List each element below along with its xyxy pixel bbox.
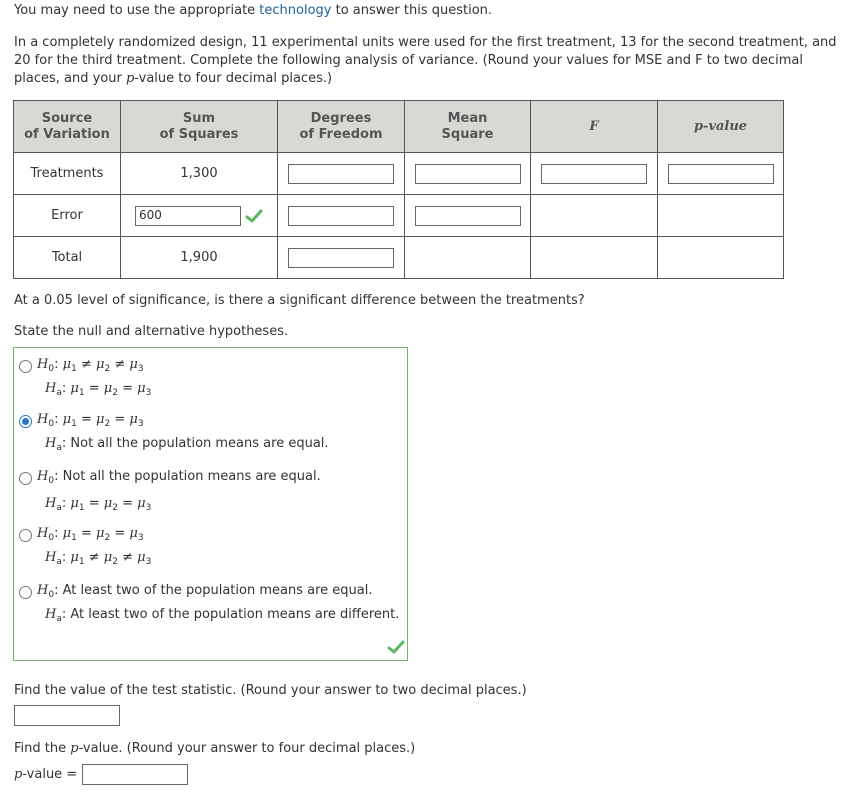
option-5-alt: $H_a$: At least two of the population means are different. [45, 607, 400, 624]
error-p-cell [658, 195, 784, 237]
problem-line-3 [14, 71, 332, 86]
total-df-input[interactable] [288, 248, 394, 268]
significance-question: At a 0.05 level of significance, is there a significant difference between the treatments? [14, 293, 585, 308]
hypotheses-options [13, 347, 408, 661]
table-row-error [14, 195, 784, 237]
technology-link[interactable]: technology [259, 3, 332, 18]
intro-text [14, 3, 492, 18]
header-df-line1: Degrees [310, 110, 372, 126]
test-statistic-input[interactable] [14, 705, 120, 726]
treatments-p-cell [658, 153, 784, 195]
total-f-cell [531, 237, 658, 279]
treatments-ms-cell [405, 153, 531, 195]
header-f-label: F [589, 118, 599, 134]
error-label: Error [14, 195, 121, 237]
treatments-p-input[interactable] [668, 164, 774, 184]
pvalue-label: p-value = [14, 767, 78, 782]
total-ss: 1,900 [121, 237, 278, 279]
problem-line-3-pre: places, and your [14, 71, 126, 86]
header-p-label: p-value [693, 118, 748, 134]
header-source-line1: Source [41, 110, 93, 126]
option-3-null: $H_0$: Not all the population means are equal. [37, 469, 321, 486]
p-italic: p [125, 71, 135, 86]
error-ss-input[interactable]: 600 [135, 206, 241, 226]
header-ss-line2: of Squares [159, 126, 239, 142]
error-ms-input[interactable] [415, 206, 521, 226]
total-p-cell [658, 237, 784, 279]
intro-pre: You may need to use the appropriate [14, 3, 260, 18]
correct-check-icon [387, 640, 405, 654]
option-3-radio[interactable] [19, 472, 32, 485]
header-ss-line1: Sum [182, 110, 216, 126]
treatments-ss: 1,300 [121, 153, 278, 195]
treatments-df-cell [278, 153, 405, 195]
header-source-line2: of Variation [24, 126, 110, 142]
pvalue-input[interactable] [82, 764, 188, 785]
correct-check-icon [245, 209, 263, 223]
total-ms-cell [405, 237, 531, 279]
option-2-null: $H_0$: $\mu_1 = \mu_2 = \mu_3$ [37, 412, 144, 429]
header-ms-line1: Mean [447, 110, 488, 126]
option-1-null: $H_0$: $\mu_1 \ne \mu_2 \ne \mu_3$ [37, 357, 144, 374]
header-degrees-of-freedom [278, 101, 405, 153]
header-sum-of-squares [121, 101, 278, 153]
total-df-cell [278, 237, 405, 279]
header-df-line2: of Freedom [299, 126, 383, 142]
treatments-f-cell [531, 153, 658, 195]
option-3-alt: $H_a$: $\mu_1 = \mu_2 = \mu_3$ [45, 496, 152, 513]
header-ms-line2: Square [441, 126, 494, 142]
anova-table [13, 100, 784, 279]
pvalue-prompt: Find the p-value. (Round your answer to four decimal places.) [14, 741, 416, 756]
option-4-radio[interactable] [19, 529, 32, 542]
header-mean-square [405, 101, 531, 153]
problem-line-1: In a completely randomized design, 11 experimental units were used for the first treatment, 13 for the second treatment, and [14, 35, 837, 50]
problem-line-2: 20 for the third treatment. Complete the following analysis of variance. (Round your values for MSE and F to two decimal [14, 53, 803, 68]
header-p-value [658, 101, 784, 153]
option-5-radio[interactable] [19, 586, 32, 599]
treatments-df-input[interactable] [288, 164, 394, 184]
option-1-radio[interactable] [19, 360, 32, 373]
hypotheses-prompt: State the null and alternative hypotheses. [14, 324, 289, 339]
error-f-cell [531, 195, 658, 237]
intro-post: to answer this question. [331, 3, 493, 18]
error-ms-cell [405, 195, 531, 237]
option-4-alt: $H_a$: $\mu_1 \ne \mu_2 \ne \mu_3$ [45, 550, 152, 567]
option-4-null: $H_0$: $\mu_1 = \mu_2 = \mu_3$ [37, 526, 144, 543]
option-1-alt: $H_a$: $\mu_1 = \mu_2 = \mu_3$ [45, 381, 152, 398]
treatments-f-input[interactable] [541, 164, 647, 184]
table-row-treatments [14, 153, 784, 195]
option-2-alt: $H_a$: Not all the population means are equal. [45, 436, 329, 453]
problem-line-3-post: -value to four decimal places.) [134, 71, 333, 86]
table-row-total [14, 237, 784, 279]
option-2-radio-selected[interactable] [19, 415, 32, 428]
header-source [14, 101, 121, 153]
treatments-label: Treatments [14, 153, 121, 195]
error-ss-cell [121, 195, 278, 237]
error-df-cell [278, 195, 405, 237]
total-label: Total [14, 237, 121, 279]
option-5-null: $H_0$: At least two of the population means are equal. [37, 583, 373, 600]
error-df-input[interactable] [288, 206, 394, 226]
table-header-row [14, 101, 784, 153]
test-statistic-prompt: Find the value of the test statistic. (Round your answer to two decimal places.) [14, 683, 527, 698]
treatments-ms-input[interactable] [415, 164, 521, 184]
header-f [531, 101, 658, 153]
